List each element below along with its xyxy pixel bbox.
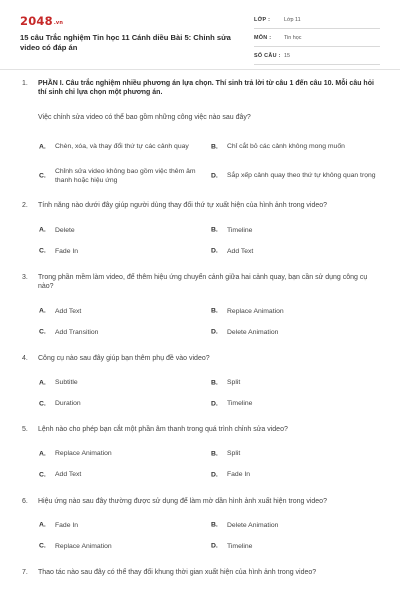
- meta-row-count: [254, 51, 380, 65]
- option-d[interactable]: [211, 241, 383, 262]
- question-1: [0, 79, 400, 190]
- option-text: Sắp xếp cảnh quay theo thứ tự không quan trọng: [227, 172, 376, 180]
- option-label: A.: [39, 226, 46, 234]
- option-label: B.: [211, 450, 218, 458]
- question-text: Trong phần mềm làm video, để thêm hiệu ứng chuyển cảnh giữa hai cảnh quay, bạn cần sử dụng công cụ nào?: [38, 273, 368, 291]
- option-label: D.: [211, 172, 218, 180]
- option-label: C.: [39, 247, 46, 255]
- option-b[interactable]: [211, 372, 383, 393]
- option-text: Timeline: [227, 226, 253, 234]
- question-number: 5.: [22, 426, 28, 434]
- option-label: B.: [211, 521, 218, 529]
- option-label: A.: [39, 450, 46, 458]
- option-text: Add Text: [55, 307, 82, 315]
- option-a[interactable]: [39, 515, 211, 536]
- option-d[interactable]: [211, 161, 383, 190]
- option-grid: [39, 444, 378, 486]
- option-label: A.: [39, 143, 46, 151]
- logo-text: 2048: [20, 14, 53, 28]
- option-text: Split: [227, 378, 241, 386]
- option-label: B.: [211, 226, 218, 234]
- option-text: Delete: [55, 226, 75, 234]
- option-label: D.: [211, 471, 218, 479]
- page-header: [0, 0, 400, 62]
- meta-value: Tin học: [284, 35, 302, 41]
- question-number: 4.: [22, 354, 28, 362]
- option-text: Fade In: [55, 521, 79, 529]
- option-label: D.: [211, 328, 218, 336]
- option-b[interactable]: [211, 301, 383, 322]
- question-7: [0, 568, 400, 577]
- page-title: 15 câu Trắc nghiệm Tin học 11 Cánh diều Bài 5: Chỉnh sửa video có đáp án: [20, 33, 231, 53]
- option-text: Delete Animation: [227, 521, 279, 529]
- option-text: Delete Animation: [227, 328, 279, 336]
- option-text: Fade In: [227, 471, 251, 479]
- option-text: Timeline: [227, 542, 253, 550]
- option-text: Duration: [55, 399, 81, 407]
- question-number: 3.: [22, 273, 28, 281]
- option-label: C.: [39, 542, 46, 550]
- meta-key: LỚP :: [254, 17, 271, 23]
- option-label: C.: [39, 471, 46, 479]
- option-a[interactable]: [39, 444, 211, 465]
- question-4: [0, 354, 400, 414]
- question-number: 6.: [22, 497, 28, 505]
- option-label: B.: [211, 307, 218, 315]
- meta-key: MÔN :: [254, 35, 272, 41]
- option-grid: [39, 132, 378, 190]
- option-d[interactable]: [211, 393, 383, 414]
- option-label: C.: [39, 172, 46, 180]
- question-text: Việc chỉnh sửa video có thể bao gồm những công việc nào sau đây?: [38, 113, 251, 121]
- option-grid: [39, 301, 378, 343]
- option-d[interactable]: [211, 465, 383, 486]
- question-text: Công cụ nào sau đây giúp bạn thêm phụ đề vào video?: [38, 354, 210, 362]
- option-d[interactable]: [211, 322, 383, 343]
- option-text: Timeline: [227, 399, 253, 407]
- meta-row-class: [254, 15, 380, 29]
- question-6: [0, 497, 400, 557]
- option-a[interactable]: [39, 301, 211, 322]
- logo-suffix: .vn: [53, 20, 64, 26]
- option-b[interactable]: [211, 132, 383, 161]
- option-text: Subtitle: [55, 378, 78, 386]
- option-label: C.: [39, 328, 46, 336]
- question-number: 1.: [22, 80, 28, 87]
- option-text: Add Transition: [55, 328, 99, 336]
- question-list: [0, 79, 400, 577]
- option-label: D.: [211, 247, 218, 255]
- question-text: Thao tác nào sau đây có thể thay đổi khung thời gian xuất hiện của hình ảnh trong video?: [38, 568, 317, 576]
- option-c[interactable]: [39, 161, 211, 190]
- option-label: C.: [39, 399, 46, 407]
- option-b[interactable]: [211, 220, 383, 241]
- option-label: B.: [211, 378, 218, 386]
- option-grid: [39, 220, 378, 262]
- option-grid: [39, 372, 378, 414]
- question-5: [0, 425, 400, 485]
- question-text: Lệnh nào cho phép bạn cắt một phần âm thanh trong quá trình chỉnh sửa video?: [38, 426, 288, 434]
- site-logo[interactable]: [20, 14, 63, 30]
- option-a[interactable]: [39, 132, 211, 161]
- option-c[interactable]: [39, 241, 211, 262]
- option-label: B.: [211, 143, 218, 151]
- option-text: Add Text: [227, 247, 254, 255]
- option-c[interactable]: [39, 393, 211, 414]
- option-d[interactable]: [211, 536, 383, 557]
- question-2: [0, 201, 400, 261]
- meta-value: 15: [284, 53, 290, 59]
- option-text: Replace Animation: [55, 542, 112, 550]
- option-text: Replace Animation: [227, 307, 284, 315]
- option-grid: [39, 515, 378, 557]
- option-label: D.: [211, 399, 218, 407]
- header-divider: [0, 69, 400, 70]
- option-text: Add Text: [55, 471, 82, 479]
- option-a[interactable]: [39, 220, 211, 241]
- option-label: A.: [39, 307, 46, 315]
- option-text: Chỉnh sửa video không bao gồm việc thêm âm thanh hoặc hiệu ứng: [55, 167, 196, 184]
- option-text: Chèn, xóa, và thay đổi thứ tự các cảnh quay: [55, 143, 189, 151]
- question-3: [0, 273, 400, 343]
- option-a[interactable]: [39, 372, 211, 393]
- question-text: Tính năng nào dưới đây giúp người dùng thay đổi thứ tự xuất hiện của hình ảnh trong video?: [38, 202, 328, 210]
- option-b[interactable]: [211, 515, 383, 536]
- option-text: Replace Animation: [55, 450, 112, 458]
- meta-value: Lớp 11: [284, 17, 301, 23]
- quiz-meta: [254, 15, 380, 69]
- option-c[interactable]: [39, 536, 211, 557]
- part-instructions: PHẦN I. Câu trắc nghiệm nhiều phương án lựa chọn. Thí sinh trả lời từ câu 1 đến câu 10. Mỗi câu hỏi thí sinh chỉ lựa chọn một phương án.: [38, 80, 374, 97]
- option-b[interactable]: [211, 444, 383, 465]
- question-number: 2.: [22, 202, 28, 210]
- option-text: Split: [227, 450, 241, 458]
- option-c[interactable]: [39, 465, 211, 486]
- meta-row-subject: [254, 33, 380, 47]
- option-label: D.: [211, 542, 218, 550]
- option-text: Fade In: [55, 247, 79, 255]
- option-label: A.: [39, 521, 46, 529]
- option-c[interactable]: [39, 322, 211, 343]
- option-text: Chỉ cắt bỏ các cảnh không mong muốn: [227, 143, 345, 151]
- question-number: 7.: [22, 568, 28, 576]
- option-label: A.: [39, 378, 46, 386]
- question-text: Hiệu ứng nào sau đây thường được sử dụng để làm mờ dần hình ảnh xuất hiện trong video?: [38, 497, 327, 505]
- meta-key: SỐ CÂU :: [254, 53, 281, 59]
